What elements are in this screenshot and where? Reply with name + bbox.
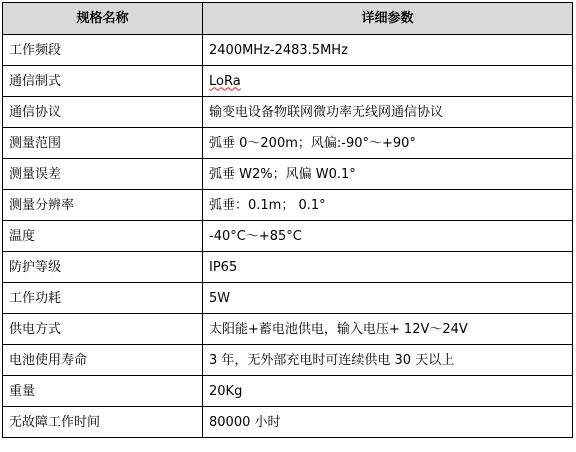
spec-value-mtbf: 80000 小时 [203, 407, 573, 438]
table-row [3, 159, 573, 190]
table-header-row [3, 3, 573, 35]
spec-name-power-supply: 供电方式 [3, 314, 203, 345]
table-row [3, 314, 573, 345]
spec-value-comm-protocol: 输变电设备物联网微功率无线网通信协议 [203, 97, 573, 128]
spec-value-frequency-band: 2400MHz-2483.5MHz [203, 35, 573, 66]
table-row [3, 252, 573, 283]
spec-name-resolution: 测量分辨率 [3, 190, 203, 221]
spec-name-temperature: 温度 [3, 221, 203, 252]
spec-name-measure-range: 测量范围 [3, 128, 203, 159]
spec-value-battery-life: 3 年，无外部充电时可连续供电 30 天以上 [203, 345, 573, 376]
table-row [3, 283, 573, 314]
spec-name-protection-rating: 防护等级 [3, 252, 203, 283]
table-row [3, 407, 573, 438]
spec-value-weight: 20Kg [203, 376, 573, 407]
spec-value-protection-rating: IP65 [203, 252, 573, 283]
spec-name-measure-error: 测量误差 [3, 159, 203, 190]
spec-value-resolution: 弧垂：0.1m； 0.1° [203, 190, 573, 221]
spec-value-measure-error: 弧垂 W2%；风偏 W0.1° [203, 159, 573, 190]
table-row [3, 190, 573, 221]
spec-name-power-consumption: 工作功耗 [3, 283, 203, 314]
table-row [3, 376, 573, 407]
spec-name-comm-protocol: 通信协议 [3, 97, 203, 128]
table-row [3, 345, 573, 376]
spec-value-power-supply: 太阳能+蓄电池供电，输入电压+ 12V～24V [203, 314, 573, 345]
column-header-value: 详细参数 [203, 3, 573, 35]
spec-value-measure-range: 弧垂 0～200m；风偏:-90°～+90° [203, 128, 573, 159]
spec-name-comm-mode: 通信制式 [3, 66, 203, 97]
spec-value-temperature: -40°C～+85°C [203, 221, 573, 252]
spec-name-weight: 重量 [3, 376, 203, 407]
spec-value-power-consumption: 5W [203, 283, 573, 314]
spec-value-comm-mode-text: LoRa [209, 73, 241, 89]
table-row [3, 97, 573, 128]
column-header-name: 规格名称 [3, 3, 203, 35]
spec-table [2, 2, 573, 438]
table-row [3, 128, 573, 159]
table-row [3, 221, 573, 252]
table-row [3, 35, 573, 66]
spec-name-mtbf: 无故障工作时间 [3, 407, 203, 438]
spec-value-comm-mode [203, 66, 573, 97]
spec-name-battery-life: 电池使用寿命 [3, 345, 203, 376]
table-row [3, 66, 573, 97]
spec-name-frequency-band: 工作频段 [3, 35, 203, 66]
